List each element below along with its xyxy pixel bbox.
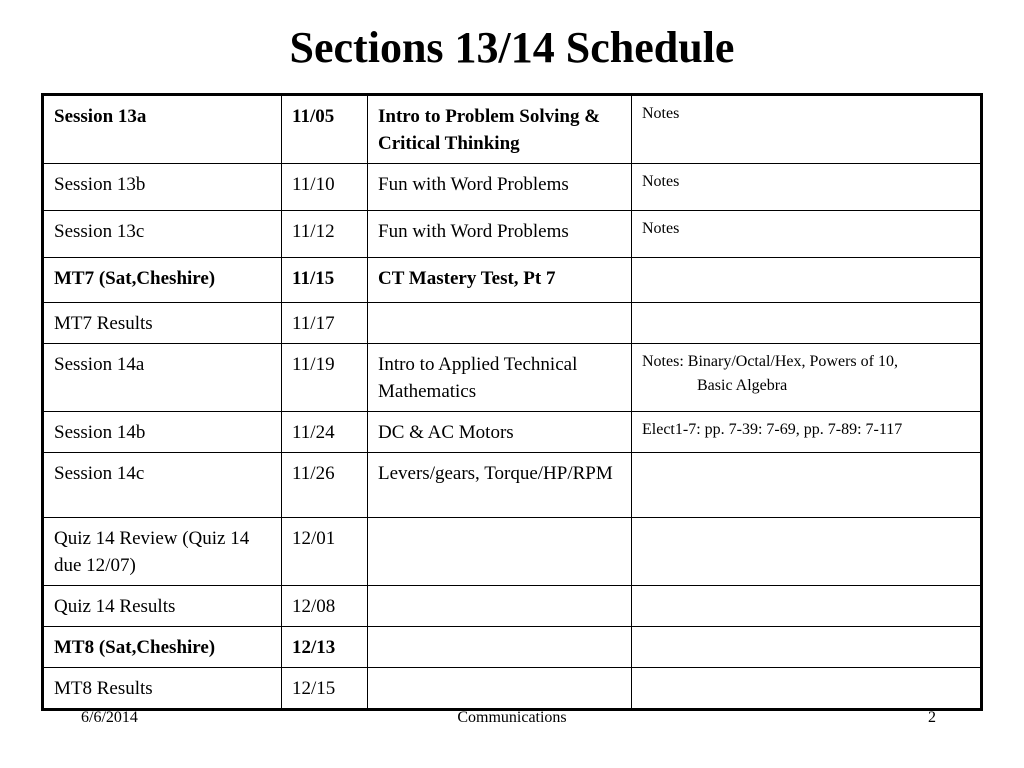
topic-cell: Levers/gears, Torque/HP/RPM [368,453,632,518]
session-cell: Session 13a [43,95,282,164]
topic-cell: Intro to Problem Solving & Critical Thinking [368,95,632,164]
notes-cell [632,303,982,344]
session-cell: MT8 (Sat,Cheshire) [43,627,282,668]
topic-cell [368,518,632,586]
table-row [43,627,982,668]
table-row [43,518,982,586]
footer-date: 6/6/2014 [81,709,138,726]
notes-cell [632,164,982,211]
notes-cell [632,412,982,453]
date-cell: 11/24 [282,412,368,453]
topic-cell: CT Mastery Test, Pt 7 [368,258,632,303]
notes-cell [632,586,982,627]
session-cell: Quiz 14 Review (Quiz 14 due 12/07) [43,518,282,586]
notes-cell [632,453,982,518]
date-cell: 12/15 [282,668,368,710]
notes-link[interactable]: Elect1-7: pp. 7-39: 7-69, pp. 7-89: 7-117 [642,421,903,438]
session-cell: Session 14a [43,344,282,412]
session-cell: Session 13b [43,164,282,211]
notes-link[interactable]: Notes [642,173,680,190]
page-number: 2 [928,709,936,726]
topic-cell: DC & AC Motors [368,412,632,453]
notes-link[interactable]: Notes [642,105,680,122]
session-cell: Session 13c [43,211,282,258]
notes-cell [632,344,982,412]
table-row [43,211,982,258]
session-cell: Session 14b [43,412,282,453]
date-cell: 12/13 [282,627,368,668]
date-cell: 12/08 [282,586,368,627]
footer-title: Communications [457,709,567,726]
date-cell: 12/01 [282,518,368,586]
notes-cell [632,518,982,586]
table-row [43,95,982,164]
notes-cell [632,211,982,258]
notes-cell [632,95,982,164]
schedule-table [41,93,983,711]
notes-continuation: Basic Algebra [697,377,788,394]
table-row [43,258,982,303]
topic-cell [368,627,632,668]
slide-title: Sections 13/14 Schedule [289,23,735,72]
table-row [43,453,982,518]
notes-cell [632,668,982,710]
date-cell: 11/19 [282,344,368,412]
session-cell: Session 14c [43,453,282,518]
date-cell: 11/15 [282,258,368,303]
session-cell: MT7 (Sat,Cheshire) [43,258,282,303]
notes-cell [632,258,982,303]
topic-cell [368,668,632,710]
table-row [43,668,982,710]
date-cell: 11/12 [282,211,368,258]
topic-cell [368,303,632,344]
session-cell: MT7 Results [43,303,282,344]
table-row [43,303,982,344]
notes-cell [632,627,982,668]
table-row [43,412,982,453]
table-row [43,344,982,412]
session-cell: Quiz 14 Results [43,586,282,627]
session-cell: MT8 Results [43,668,282,710]
topic-cell: Fun with Word Problems [368,164,632,211]
table-row [43,164,982,211]
date-cell: 11/05 [282,95,368,164]
date-cell: 11/10 [282,164,368,211]
date-cell: 11/17 [282,303,368,344]
notes-link[interactable]: Notes: Binary/Octal/Hex, Powers of 10, [642,353,898,370]
date-cell: 11/26 [282,453,368,518]
table-row [43,586,982,627]
topic-cell: Intro to Applied Technical Mathematics [368,344,632,412]
topic-cell: Fun with Word Problems [368,211,632,258]
notes-link[interactable]: Notes [642,220,680,237]
topic-cell [368,586,632,627]
